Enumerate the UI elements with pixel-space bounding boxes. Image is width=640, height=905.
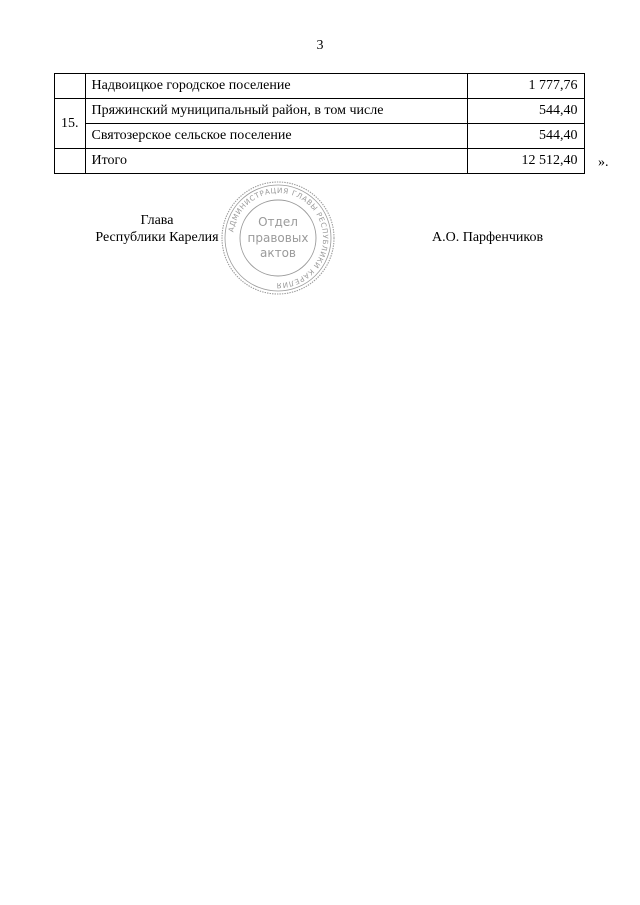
row-number-cell [55, 149, 86, 174]
table-row [55, 149, 585, 174]
signatory-name: А.О. Парфенчиков [432, 230, 544, 245]
seal-center-line1: Отдел [258, 215, 298, 229]
budget-table [54, 73, 585, 174]
closing-quote: ». [598, 155, 609, 170]
municipality-cell: Святозерское сельское поселение [85, 124, 467, 149]
row-number-cell: 15. [55, 99, 86, 149]
signatory-title-line2: Республики Карелия [95, 230, 219, 245]
total-amount-cell: 12 512,40 [467, 149, 584, 174]
legal-department-seal [220, 180, 336, 296]
municipality-cell: Надвоицкое городское поселение [85, 74, 467, 99]
amount-cell: 544,40 [467, 124, 584, 149]
signatory-title [92, 212, 222, 246]
amount-cell: 544,40 [467, 99, 584, 124]
table-row [55, 74, 585, 99]
page-number: 3 [316, 38, 324, 53]
total-label-cell: Итого [85, 149, 467, 174]
municipality-cell: Пряжинский муниципальный район, в том числе [85, 99, 467, 124]
table-row [55, 124, 585, 149]
amount-cell: 1 777,76 [467, 74, 584, 99]
seal-ring-text: АДМИНИСТРАЦИЯ ГЛАВЫ РЕСПУБЛИКИ КАРЕЛИЯ [226, 185, 331, 291]
signatory-title-line1: Глава [140, 213, 174, 228]
seal-center-line3: актов [259, 246, 297, 260]
row-number-cell [55, 74, 86, 99]
seal-center-line2: правовых [247, 231, 309, 245]
table-row [55, 99, 585, 124]
